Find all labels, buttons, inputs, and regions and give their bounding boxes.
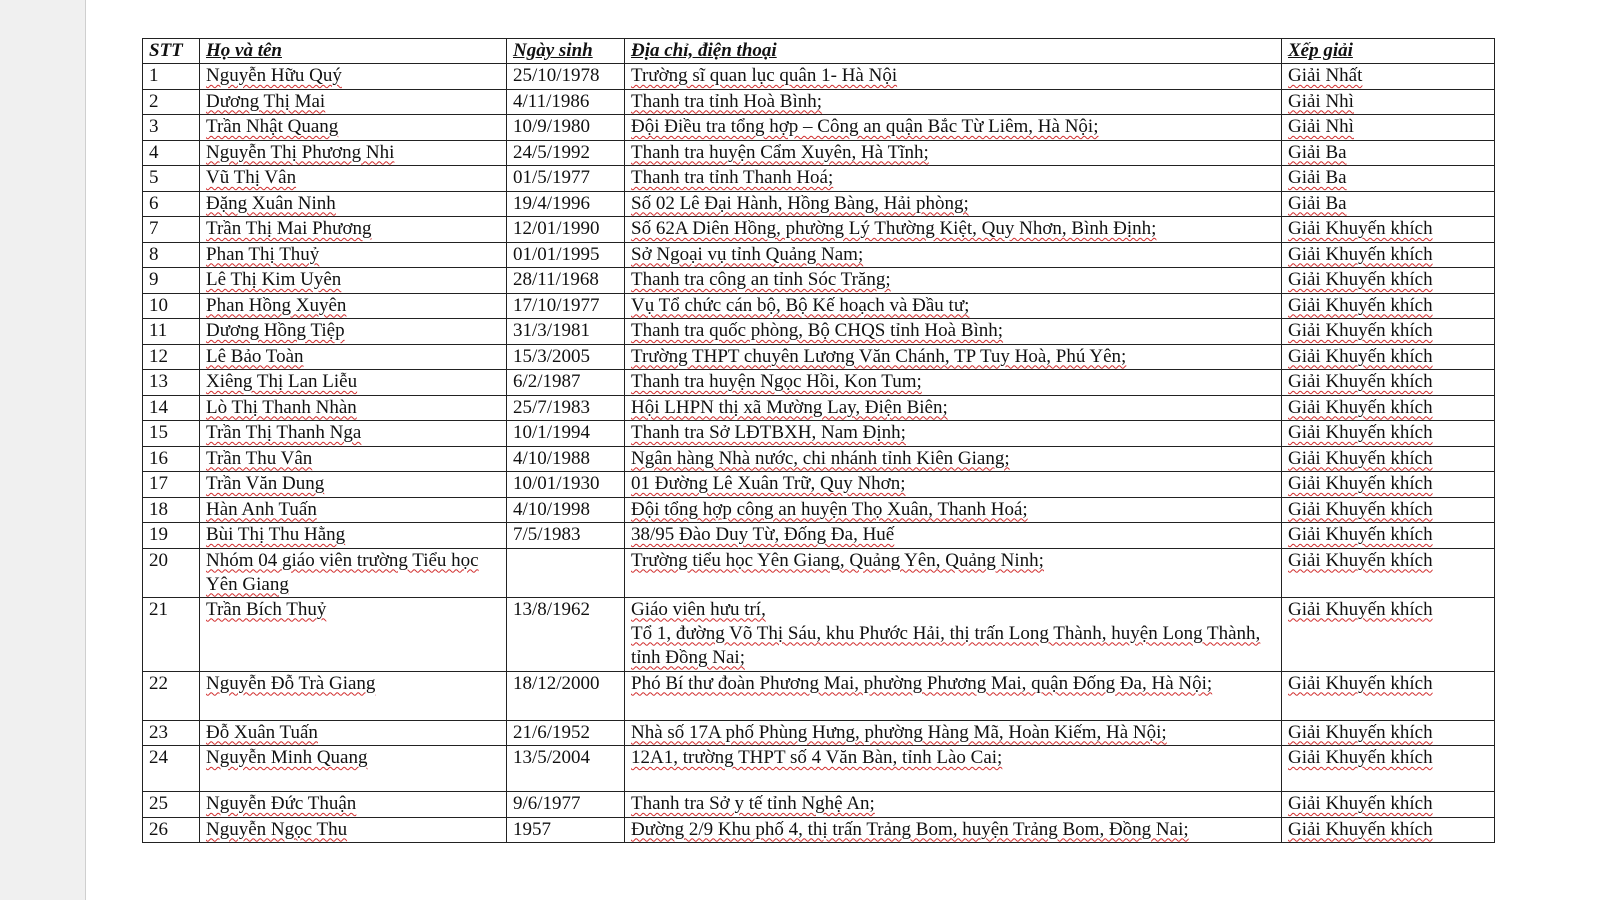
cell-address: 01 Đường Lê Xuân Trữ, Quy Nhơn;: [625, 472, 1282, 498]
cell-award: Giải Khuyến khích: [1282, 421, 1495, 447]
table-row: [143, 140, 1495, 166]
cell-dob: 28/11/1968: [507, 268, 625, 294]
cell-stt: 9: [143, 268, 200, 294]
cell-address: Thanh tra tỉnh Thanh Hoá;: [625, 166, 1282, 192]
cell-dob: 18/12/2000: [507, 671, 625, 720]
cell-address: Số 02 Lê Đại Hành, Hồng Bàng, Hải phòng;: [625, 191, 1282, 217]
table-row: [143, 370, 1495, 396]
table-row: [143, 720, 1495, 746]
cell-stt: 25: [143, 792, 200, 818]
cell-award: Giải Nhất: [1282, 64, 1495, 90]
cell-address: Thanh tra tỉnh Hoà Bình;: [625, 89, 1282, 115]
cell-award: Giải Khuyến khích: [1282, 319, 1495, 345]
cell-address: Trường THPT chuyên Lương Văn Chánh, TP Tuy Hoà, Phú Yên;: [625, 344, 1282, 370]
cell-award: Giải Nhì: [1282, 89, 1495, 115]
cell-dob: 4/10/1998: [507, 497, 625, 523]
cell-address: Sở Ngoại vụ tỉnh Quảng Nam;: [625, 242, 1282, 268]
table-row: [143, 446, 1495, 472]
cell-stt: 2: [143, 89, 200, 115]
cell-dob: 25/10/1978: [507, 64, 625, 90]
table-header-row: [143, 39, 1495, 64]
table-row: [143, 293, 1495, 319]
cell-dob: 13/8/1962: [507, 597, 625, 671]
cell-address: Trường tiểu học Yên Giang, Quảng Yên, Quảng Ninh;: [625, 548, 1282, 597]
cell-stt: 17: [143, 472, 200, 498]
cell-name: Lê Bảo Toàn: [200, 344, 507, 370]
cell-name: Nguyễn Hữu Quý: [200, 64, 507, 90]
cell-award: Giải Ba: [1282, 191, 1495, 217]
table-row: [143, 746, 1495, 792]
table-row: [143, 166, 1495, 192]
cell-name: Trần Thu Vân: [200, 446, 507, 472]
cell-dob: 10/1/1994: [507, 421, 625, 447]
cell-dob: 6/2/1987: [507, 370, 625, 396]
cell-name: Dương Thị Mai: [200, 89, 507, 115]
cell-stt: 19: [143, 523, 200, 549]
cell-dob: [507, 548, 625, 597]
cell-address-line: Tổ 1, đường Võ Thị Sáu, khu Phước Hải, thị trấn Long Thành, huyện Long Thành, tỉnh Đồng Nai;: [631, 622, 1261, 668]
cell-stt: 13: [143, 370, 200, 396]
cell-award: Giải Khuyến khích: [1282, 268, 1495, 294]
cell-stt: 23: [143, 720, 200, 746]
cell-name: Trần Bích Thuỷ: [200, 597, 507, 671]
table-row: [143, 344, 1495, 370]
cell-dob: 31/3/1981: [507, 319, 625, 345]
cell-dob: 4/11/1986: [507, 89, 625, 115]
cell-name: Xiêng Thị Lan Liễu: [200, 370, 507, 396]
cell-stt: 5: [143, 166, 200, 192]
cell-stt: 7: [143, 217, 200, 243]
table-row: [143, 792, 1495, 818]
table-row: [143, 319, 1495, 345]
cell-stt: 16: [143, 446, 200, 472]
table-row: [143, 64, 1495, 90]
cell-award: Giải Khuyến khích: [1282, 395, 1495, 421]
cell-dob: 24/5/1992: [507, 140, 625, 166]
cell-name: Trần Nhật Quang: [200, 115, 507, 141]
cell-address: Thanh tra Sở LĐTBXH, Nam Định;: [625, 421, 1282, 447]
cell-stt: 4: [143, 140, 200, 166]
cell-award: Giải Khuyến khích: [1282, 746, 1495, 792]
cell-name: Hàn Anh Tuấn: [200, 497, 507, 523]
cell-address: Phó Bí thư đoàn Phương Mai, phường Phương Mai, quận Đống Đa, Hà Nội;: [625, 671, 1282, 720]
cell-name: Nguyễn Ngọc Thu: [200, 817, 507, 843]
table-row: [143, 497, 1495, 523]
cell-award: Giải Khuyến khích: [1282, 242, 1495, 268]
cell-dob: 19/4/1996: [507, 191, 625, 217]
cell-name: Nguyễn Thị Phương Nhi: [200, 140, 507, 166]
cell-dob: 4/10/1988: [507, 446, 625, 472]
cell-stt: 26: [143, 817, 200, 843]
cell-dob: 17/10/1977: [507, 293, 625, 319]
cell-stt: 1: [143, 64, 200, 90]
cell-award: Giải Khuyến khích: [1282, 497, 1495, 523]
cell-dob: 12/01/1990: [507, 217, 625, 243]
cell-award: Giải Khuyến khích: [1282, 446, 1495, 472]
table-row: [143, 217, 1495, 243]
cell-dob: 10/01/1930: [507, 472, 625, 498]
cell-address-line: Giáo viên hưu trí,: [631, 598, 766, 620]
cell-name: Nhóm 04 giáo viên trường Tiểu học Yên Giang: [200, 548, 507, 597]
header-stt: STT: [143, 39, 200, 64]
table-row: [143, 472, 1495, 498]
cell-name: Trần Thị Thanh Nga: [200, 421, 507, 447]
table-row: [143, 115, 1495, 141]
cell-address: Đội Điều tra tổng hợp – Công an quận Bắc Từ Liêm, Hà Nội;: [625, 115, 1282, 141]
table-row: [143, 597, 1495, 671]
cell-name: Đặng Xuân Ninh: [200, 191, 507, 217]
table-row: [143, 671, 1495, 720]
cell-award: Giải Khuyến khích: [1282, 523, 1495, 549]
cell-name: Trần Văn Dung: [200, 472, 507, 498]
cell-dob: 9/6/1977: [507, 792, 625, 818]
cell-address: Số 62A Diên Hồng, phường Lý Thường Kiệt, Quy Nhơn, Bình Định;: [625, 217, 1282, 243]
cell-stt: 10: [143, 293, 200, 319]
header-address: Địa chỉ, điện thoại: [625, 39, 1282, 64]
cell-name: Bùi Thị Thu Hằng: [200, 523, 507, 549]
cell-stt: 18: [143, 497, 200, 523]
cell-award: Giải Khuyến khích: [1282, 720, 1495, 746]
cell-award: Giải Khuyến khích: [1282, 792, 1495, 818]
cell-dob: 1957: [507, 817, 625, 843]
cell-award: Giải Khuyến khích: [1282, 597, 1495, 671]
document-left-gutter: [0, 0, 86, 900]
award-results-table: [142, 38, 1495, 843]
cell-name: Dương Hồng Tiệp: [200, 319, 507, 345]
table-row: [143, 548, 1495, 597]
header-award: Xếp giải: [1282, 39, 1495, 64]
cell-address: Nhà số 17A phố Phùng Hưng, phường Hàng Mã, Hoàn Kiếm, Hà Nội;: [625, 720, 1282, 746]
cell-dob: 10/9/1980: [507, 115, 625, 141]
cell-name: Nguyễn Đức Thuận: [200, 792, 507, 818]
cell-stt: 20: [143, 548, 200, 597]
cell-award: Giải Ba: [1282, 166, 1495, 192]
table-row: [143, 89, 1495, 115]
cell-stt: 21: [143, 597, 200, 671]
document-page[interactable]: [86, 0, 1600, 900]
cell-stt: 12: [143, 344, 200, 370]
cell-address: Thanh tra huyện Cẩm Xuyên, Hà Tĩnh;: [625, 140, 1282, 166]
table-row: [143, 817, 1495, 843]
cell-award: Giải Khuyến khích: [1282, 548, 1495, 597]
cell-name: Lò Thị Thanh Nhàn: [200, 395, 507, 421]
cell-dob: 21/6/1952: [507, 720, 625, 746]
cell-stt: 24: [143, 746, 200, 792]
cell-address: Vụ Tổ chức cán bộ, Bộ Kế hoạch và Đầu tư;: [625, 293, 1282, 319]
cell-stt: 8: [143, 242, 200, 268]
table-row: [143, 523, 1495, 549]
cell-award: Giải Khuyến khích: [1282, 817, 1495, 843]
cell-address: Thanh tra quốc phòng, Bộ CHQS tỉnh Hoà Bình;: [625, 319, 1282, 345]
cell-stt: 6: [143, 191, 200, 217]
cell-name: Trần Thị Mai Phương: [200, 217, 507, 243]
cell-award: Giải Khuyến khích: [1282, 344, 1495, 370]
cell-name: Vũ Thị Vân: [200, 166, 507, 192]
cell-name: Lê Thị Kim Uyên: [200, 268, 507, 294]
cell-address: Thanh tra công an tỉnh Sóc Trăng;: [625, 268, 1282, 294]
cell-dob: 01/01/1995: [507, 242, 625, 268]
cell-dob: 13/5/2004: [507, 746, 625, 792]
table-row: [143, 268, 1495, 294]
table-row: [143, 395, 1495, 421]
cell-address: Đội tổng hợp công an huyện Thọ Xuân, Thanh Hoá;: [625, 497, 1282, 523]
cell-name: Phan Hồng Xuyên: [200, 293, 507, 319]
table-row: [143, 191, 1495, 217]
cell-name: Nguyễn Minh Quang: [200, 746, 507, 792]
cell-dob: 7/5/1983: [507, 523, 625, 549]
cell-address: Đường 2/9 Khu phố 4, thị trấn Trảng Bom, huyện Trảng Bom, Đồng Nai;: [625, 817, 1282, 843]
header-dob: Ngày sinh: [507, 39, 625, 64]
cell-name: Phan Thị Thuỷ: [200, 242, 507, 268]
cell-award: Giải Khuyến khích: [1282, 370, 1495, 396]
cell-stt: 11: [143, 319, 200, 345]
cell-address: [625, 597, 1282, 671]
cell-award: Giải Ba: [1282, 140, 1495, 166]
cell-award: Giải Khuyến khích: [1282, 293, 1495, 319]
cell-stt: 3: [143, 115, 200, 141]
table-row: [143, 242, 1495, 268]
cell-stt: 22: [143, 671, 200, 720]
cell-name: Đỗ Xuân Tuấn: [200, 720, 507, 746]
cell-dob: 15/3/2005: [507, 344, 625, 370]
header-name: Họ và tên: [200, 39, 507, 64]
cell-stt: 14: [143, 395, 200, 421]
cell-stt: 15: [143, 421, 200, 447]
cell-address: Thanh tra Sở y tế tỉnh Nghệ An;: [625, 792, 1282, 818]
cell-address: Trường sĩ quan lục quân 1- Hà Nội: [625, 64, 1282, 90]
cell-address: Thanh tra huyện Ngọc Hồi, Kon Tum;: [625, 370, 1282, 396]
cell-address: 38/95 Đào Duy Từ, Đống Đa, Huế: [625, 523, 1282, 549]
cell-address: Ngân hàng Nhà nước, chi nhánh tỉnh Kiên Giang;: [625, 446, 1282, 472]
cell-address: Hội LHPN thị xã Mường Lay, Điện Biên;: [625, 395, 1282, 421]
cell-award: Giải Khuyến khích: [1282, 472, 1495, 498]
cell-address: 12A1, trường THPT số 4 Văn Bàn, tỉnh Lào Cai;: [625, 746, 1282, 792]
cell-award: Giải Khuyến khích: [1282, 217, 1495, 243]
cell-name: Nguyễn Đỗ Trà Giang: [200, 671, 507, 720]
cell-award: Giải Khuyến khích: [1282, 671, 1495, 720]
cell-dob: 25/7/1983: [507, 395, 625, 421]
table-row: [143, 421, 1495, 447]
cell-award: Giải Nhì: [1282, 115, 1495, 141]
cell-dob: 01/5/1977: [507, 166, 625, 192]
